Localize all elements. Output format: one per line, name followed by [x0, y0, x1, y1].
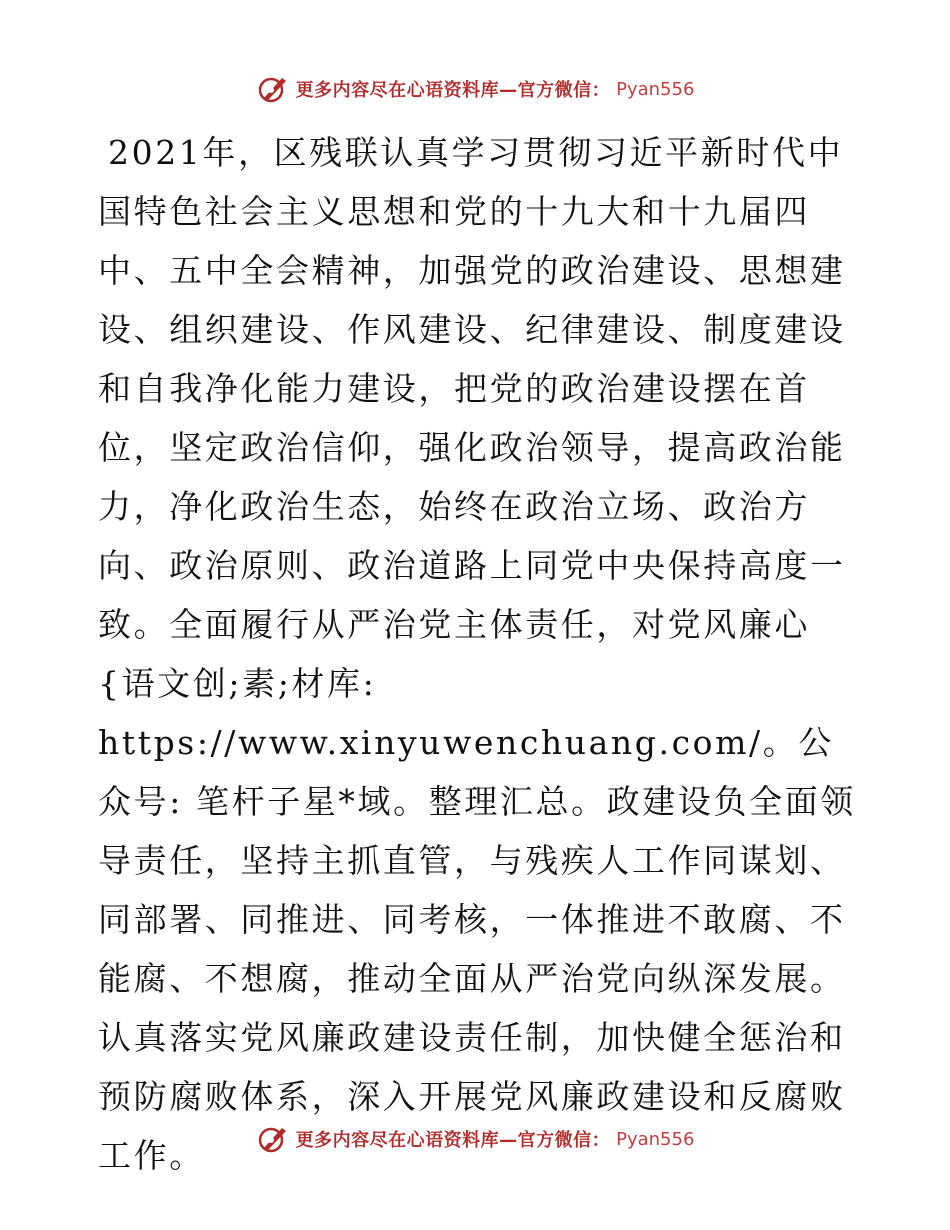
watermark-wechat-id: Pyan556: [616, 1128, 695, 1150]
body-paragraph: 2021年，区残联认真学习贯彻习近平新时代中国特色社会主义思想和党的十九大和十九届四中、五中全会精神，加强党的政治建设、思想建设、组织建设、作风建设、纪律建设、制度建设和自我净化能力建设，把党的政治建设摆在首位，坚定政治信仰，强化政治领导，提高政治能力，净化政治生态，始终在政治立场、政治方向、政治原则、政治道路上同党中央保持高度一致。全面履行从严治党主体责任，对党风廉心{语文创;素;材库: https://www.xinyuwenchuang.com/。公众号: 笔杆子星*域。整理汇总。政建设负全面领导责任，坚持主抓直管，与残疾人工作同谋划、同部署、同推进、同考核，一体推进不敢腐、不能腐、不想腐，推动全面从严治党向纵深发展。认真落实党风廉政建设责任制，加快健全惩治和预防腐败体系，深入开展党风廉政建设和反腐败工作。: [98, 133, 856, 1175]
header-watermark: [0, 74, 950, 104]
watermark-text: 更多内容尽在心语资料库—官方微信：: [295, 1130, 611, 1151]
footer-watermark: [0, 1124, 950, 1154]
pen-circle-logo-icon: [256, 1124, 290, 1154]
watermark-text: 更多内容尽在心语资料库—官方微信：: [295, 80, 611, 101]
watermark-wechat-id: Pyan556: [616, 78, 695, 100]
pen-circle-logo-icon: [256, 74, 290, 104]
